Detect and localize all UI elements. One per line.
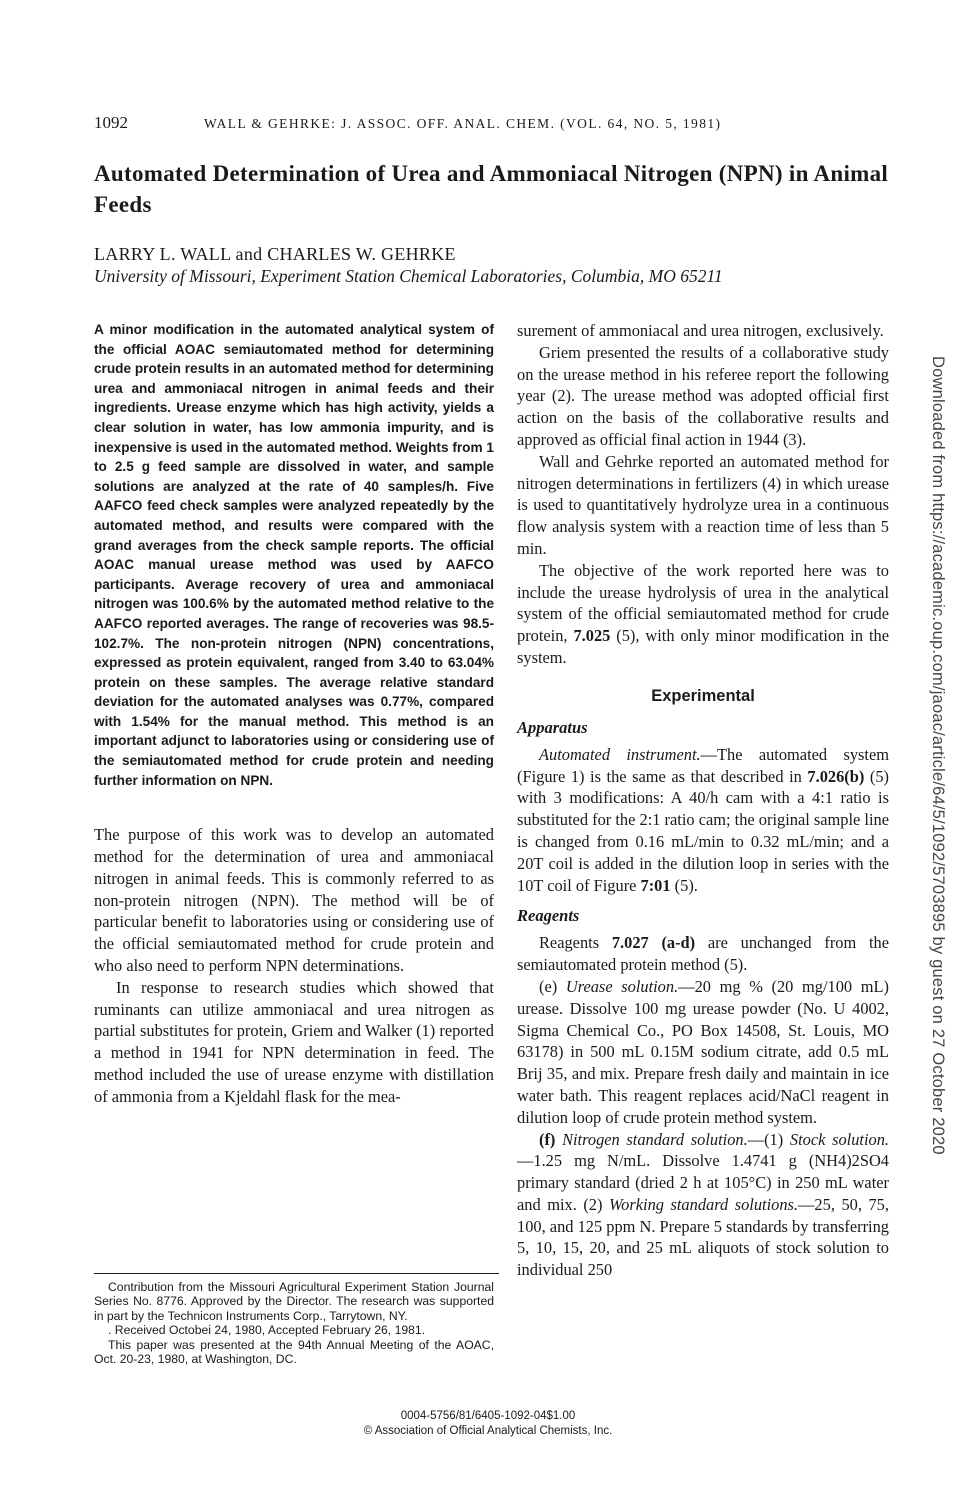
footer-copyright: © Association of Official Analytical Chemists, Inc.: [363, 1425, 613, 1437]
article-authors: LARRY L. WALL and CHARLES W. GEHRKE: [94, 244, 456, 264]
nitrogen-text-b: —1.25 mg N/mL. Dissolve 1.4741 g (NH4)2SO4 primary standard (dried 2 h at 105°C) in 250 mL water and mix. (2): [517, 1151, 889, 1214]
running-head: WALL & GEHRKE: J. ASSOC. OFF. ANAL. CHEM. (VOL. 64, NO. 5, 1981): [204, 116, 722, 131]
objective-text-b: (5), with only minor modification in the system.: [517, 626, 889, 667]
apparatus-label: Automated instrument.: [539, 744, 701, 764]
footnote-received: . Received Octobei 24, 1980, Accepted February 26, 1981.: [108, 1323, 426, 1338]
subsection-heading-apparatus: Apparatus: [517, 717, 588, 737]
working-standard-title: Working standard solutions.: [609, 1194, 799, 1214]
apparatus-text-b: (5) with 3 modifications: A 40/h cam with a 4:1 ratio is substituted for the 2:1 ratio cam; the original sample line is changed from 0.16 mL/min to 0.32 mL/min; and a 20T coil is added in the dilution loop in series with the 10T coil of Figure: [517, 766, 890, 895]
footnote-contribution: Contribution from the Missouri Agricultural Experiment Station Journal Series No. 8776. Approved by the Director. The research was supported in part by the Technicon Instruments Corp., Tarrytown, NY.: [94, 1280, 494, 1323]
apparatus-figure-ref: 7:01: [640, 875, 671, 895]
nitrogen-standard-paragraph: [517, 1129, 889, 1282]
intro-paragraph-3: Griem presented the results of a collaborative study on the urease method in his referee report the following year (2). The urease method was adopted official first action on the basis of the collaborative results and approved as official final action in 1944 (3).: [517, 342, 889, 449]
footnotes: [94, 1280, 494, 1366]
reagents-text-b: are unchanged from the semiautomated protein method (5).: [517, 933, 889, 975]
urease-title: Urease solution.: [565, 976, 679, 996]
apparatus-method-ref: 7.026(b): [807, 766, 865, 786]
reagents-paragraph: [517, 932, 889, 976]
left-column: [94, 320, 494, 1108]
stock-solution-title: Stock solution.: [789, 1129, 889, 1149]
intro-paragraph-4: Wall and Gehrke reported an automated method for nitrogen determinations in fertilizers (4) in which urease is used to quantitatively hydrolyze urea in a continuous flow analysis system with a reaction time of less than 5 min.: [517, 451, 889, 558]
article-title: Automated Determination of Urea and Ammoniacal Nitrogen (NPN) in Animal Feeds: [94, 161, 889, 217]
page-number: 1092: [94, 113, 128, 132]
objective-text-a: The objective of the work reported here was to include the urease hydrolysis of urea in the analytical system of the official semiautomated method for crude protein,: [517, 560, 889, 646]
subsection-heading-reagents: Reagents: [517, 906, 580, 926]
intro-paragraph-5: [517, 560, 889, 669]
apparatus-paragraph: [517, 744, 889, 897]
urease-text: —20 mg % (20 mg/100 mL) urease. Dissolve 100 mg urease powder (No. U 4002, Sigma Chemical Co., PO Box 14508, St. Louis, MO 63178) in 500 mL 0.15M sodium citrate, add 0.5 mL Brij 35, and mix. Prepare fresh daily and maintain in ice water bath. This reagent replaces acid/NaCl reagent in dilution loop of crude protein method system.: [517, 976, 889, 1127]
download-watermark: Downloaded from https://academic.oup.com/jaoac/article/64/5/1092/5703895 by guest on 27 October 2020: [929, 356, 947, 1155]
footer-article-code: 0004-5756/81/6405-1092-04$1.00: [400, 1410, 576, 1422]
reagents-method-ref: 7.027 (a-d): [611, 933, 696, 953]
nitrogen-item-label: (f): [539, 1129, 556, 1149]
urease-item-label: (e): [539, 976, 558, 996]
article-affiliation: University of Missouri, Experiment Station Chemical Laboratories, Columbia, MO 65211: [94, 266, 723, 286]
urease-solution-paragraph: [517, 976, 889, 1129]
footnote-divider: [94, 1273, 499, 1274]
reagents-text-a: Reagents: [539, 933, 612, 953]
abstract: A minor modification in the automated analytical system of the official AOAC semiautomated method for determining crude protein results in an automated method for determining urea and ammoniacal nitrogen in animal feeds and their ingredients. Urease enzyme which has high activity, yields a clear solution in water, has low ammonia impurity, and is inexpensive is used in the automated method. Weights from 1 to 2.5 g feed sample are dissolved in water, and sample solutions are analyzed at the rate of 40 samples/h. Five AAFCO feed check samples were analyzed repeatedly by the automated method, and results were compared with the grand averages from the check sample reports. The official AOAC manual urease method was used by AAFCO participants. Average recovery of urea and ammoniacal nitrogen was 100.6% by the automated method relative to the AAFCO reported averages. The range of recoveries was 98.5-102.7%. The non-protein nitrogen (NPN) concentrations, expressed as protein equivalent, ranged from 3.40 to 63.04% protein on these samples. The average relative standard deviation for the automated analyses was 0.77%, compared with 1.54% for the manual method. This method is an important adjunct to laboratories using or considering use of the semiautomated method for crude protein and needing further information on NPN.: [94, 322, 494, 788]
intro-paragraph-2-continued: surement of ammoniacal and urea nitrogen, exclusively.: [517, 321, 884, 340]
right-column: [517, 320, 889, 1281]
apparatus-text-c: (5).: [670, 875, 698, 895]
nitrogen-title: Nitrogen standard solution.: [562, 1129, 748, 1149]
intro-paragraph-1: The purpose of this work was to develop an automated method for the determination of urea and ammoniacal nitrogen in animal feeds. This is commonly referred to as non-protein nitrogen (NPN). The method will be of particular benefit to laboratories using or considering use of the official semiautomated method for crude protein and who also need to perform NPN determinations.: [94, 825, 494, 976]
footnote-presented: This paper was presented at the 94th Annual Meeting of the AOAC, Oct. 20-23, 1980, at Washington, DC.: [94, 1337, 494, 1367]
apparatus-text-a: —The automated system (Figure 1) is the same as that described in: [517, 744, 889, 786]
intro-paragraph-2: In response to research studies which showed that ruminants can utilize ammoniacal and urea nitrogen as partial substitutes for protein, Griem and Walker (1) reported a method in 1941 for NPN determination in feed. The method included the use of urease enzyme with distillation of ammonia from a Kjeldahl flask for the mea-: [94, 977, 494, 1106]
section-heading-experimental: Experimental: [651, 686, 755, 705]
objective-method-ref: 7.025: [573, 626, 611, 646]
nitrogen-text-a: —(1): [747, 1129, 790, 1149]
nitrogen-text-c: —25, 50, 75, 100, and 125 ppm N. Prepare 5 standards by transferring 5, 10, 15, 20, and 25 mL aliquots of stock solution to individual 250: [517, 1194, 889, 1280]
